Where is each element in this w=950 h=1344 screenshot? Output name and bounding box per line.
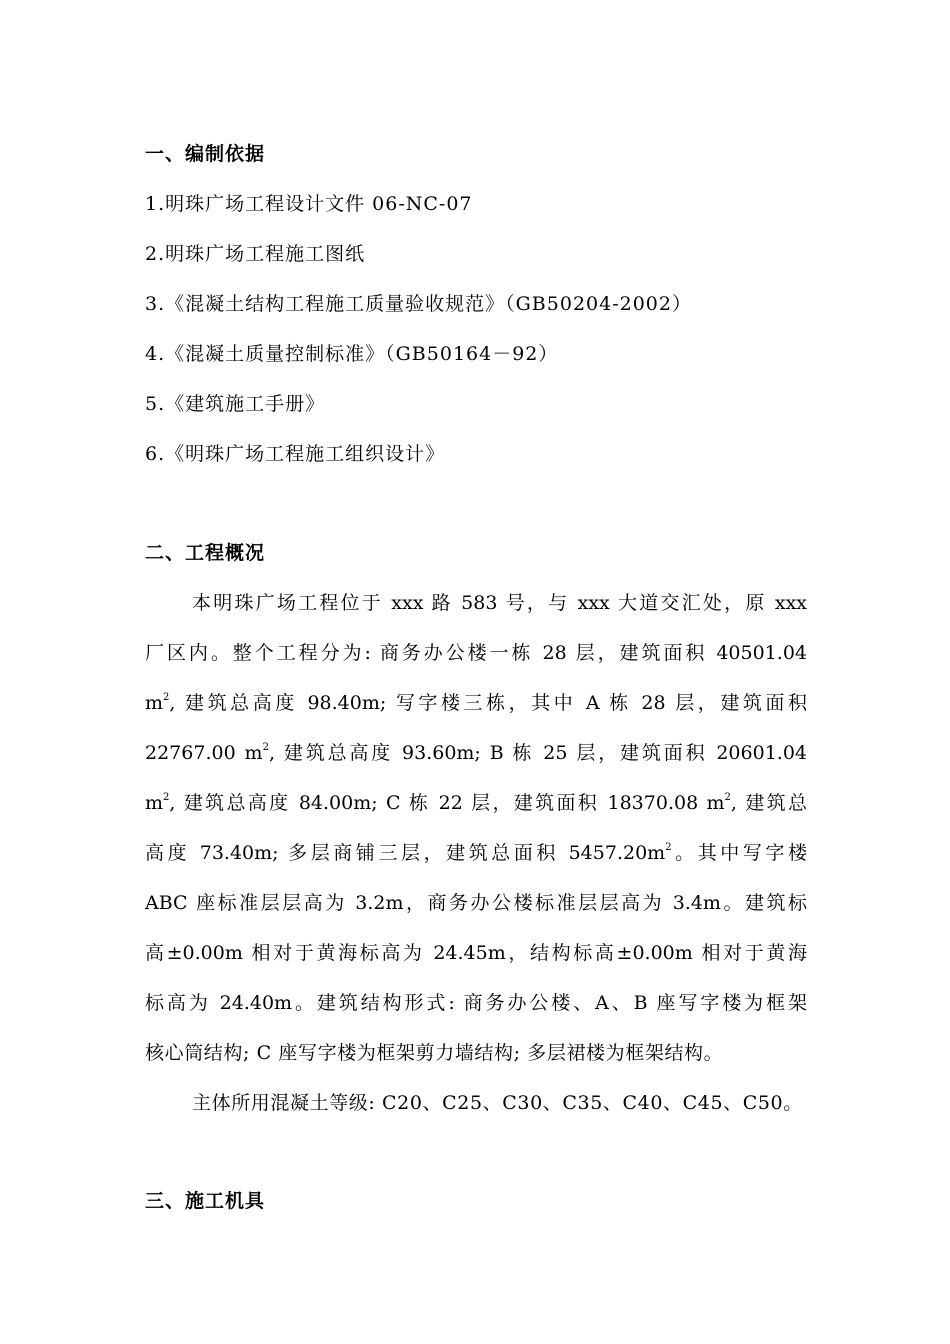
section-heading-basis: 一、编制依据 xyxy=(145,143,266,165)
section-heading-equipment: 三、施工机具 xyxy=(145,1190,266,1212)
overview-line: 本明珠广场工程位于 xxx 路 583 号，与 xxx 大道交汇处，原 xxx xyxy=(192,592,807,614)
overview-line: 22767.00 $m^2$, 建筑总高度 93.60m; B 栋 25 层，建筑面积 20601.04 xyxy=(145,742,807,764)
overview-line: $m^2$, 建筑总高度 84.00m; C 栋 22 层，建筑面积 18370.08 $m^2$, 建筑总 xyxy=(145,792,807,814)
overview-line: $m^2$, 建筑总高度 98.40m; 写字楼三栋，其中 A 栋 28 层，建筑面积 xyxy=(145,692,807,714)
reference-item: 4.《混凝土质量控制标准》（GB50164－92） xyxy=(145,343,559,365)
reference-item: 3.《混凝土结构工程施工质量验收规范》（GB50204-2002） xyxy=(145,293,692,315)
overview-line: 高±0.00m 相对于黄海标高为 24.45m，结构标高±0.00m 相对于黄海 xyxy=(145,942,807,964)
section-heading-overview: 二、工程概况 xyxy=(145,542,266,564)
overview-line: 厂区内。整个工程分为: 商务办公楼一栋 28 层，建筑面积 40501.04 xyxy=(145,642,807,664)
overview-line: 核心筒结构; C 座写字楼为框架剪力墙结构; 多层裙楼为框架结构。 xyxy=(145,1042,724,1064)
reference-item: 5.《建筑施工手册》 xyxy=(145,393,326,415)
reference-item: 2.明珠广场工程施工图纸 xyxy=(145,243,366,265)
reference-item: 1.明珠广场工程设计文件 06-NC-07 xyxy=(145,193,473,215)
overview-line: 高度 73.40m; 多层商铺三层，建筑总面积 $5457.20m^2$。其中写字楼 xyxy=(145,842,807,864)
reference-item: 6.《明珠广场工程施工组织设计》 xyxy=(145,443,446,465)
overview-line: ABC 座标准层层高为 3.2m，商务办公楼标准层层高为 3.4m。建筑标 xyxy=(145,892,807,914)
concrete-grades-line: 主体所用混凝土等级: C20、C25、C30、C35、C40、C45、C50。 xyxy=(192,1092,803,1114)
overview-line: 标高为 24.40m。建筑结构形式: 商务办公楼、A、B 座写字楼为框架 xyxy=(145,992,807,1014)
